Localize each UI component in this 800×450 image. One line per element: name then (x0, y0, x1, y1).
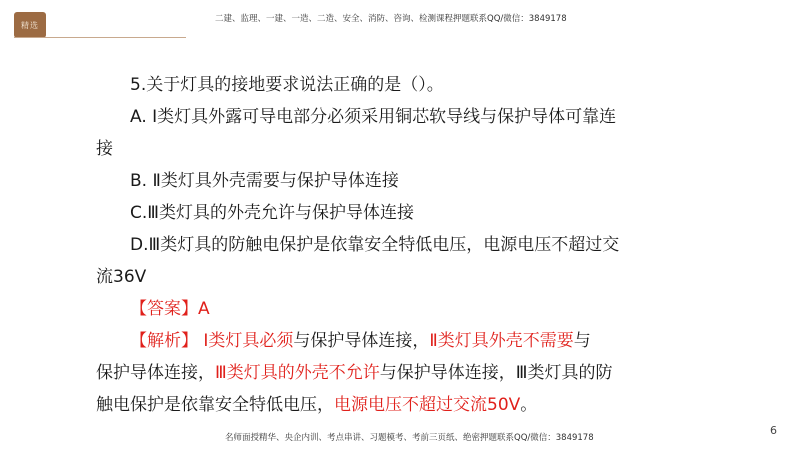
analysis-seg8: 触电保护是依靠安全特低电压， (96, 395, 334, 415)
option-a-line2: 接 (96, 139, 113, 159)
brand-logo (14, 12, 46, 38)
option-b: B. Ⅱ类灯具外壳需要与保护导体连接 (130, 171, 399, 191)
question-content (96, 69, 656, 421)
analysis-seg6: Ⅲ类灯具的外壳不允许 (215, 363, 380, 383)
header-contact-text: 二建、监理、一建、一造、二造、安全、消防、咨询、检测课程押题联系QQ/微信：3849178 (215, 14, 567, 24)
option-a-line1: A. Ⅰ类灯具外露可导电部分必须采用铜芯软导线与保护导体可靠连 (130, 107, 617, 127)
analysis-seg1: Ⅰ类灯具必须 (198, 331, 294, 351)
analysis-seg5: 保护导体连接， (96, 363, 215, 383)
question-stem: 5.关于灯具的接地要求说法正确的是（）。 (130, 75, 444, 95)
answer-label: 【答案】 (130, 299, 198, 319)
analysis-seg3: Ⅱ类灯具外壳不需要 (429, 331, 574, 351)
page-number: 6 (770, 424, 777, 437)
analysis-line2 (96, 357, 656, 389)
analysis-seg9: 电源电压不超过交流50V (334, 395, 521, 415)
answer-line (96, 293, 656, 325)
analysis-line1 (96, 325, 656, 357)
option-d-line1: D.Ⅲ类灯具的防触电保护是依靠安全特低电压，电源电压不超过交 (130, 235, 620, 255)
footer-contact-text: 名师面授精华、央企内训、考点串讲、习题模考、考前三页纸、绝密押题联系QQ/微信：3849178 (225, 433, 594, 443)
header-divider (14, 37, 186, 38)
option-c: C.Ⅲ类灯具的外壳允许与保护导体连接 (130, 203, 414, 223)
option-d-line2: 流36V (96, 267, 147, 287)
brand-logo-text: 精选 (21, 20, 39, 30)
analysis-line3 (96, 389, 656, 421)
analysis-seg7: 与保护导体连接，Ⅲ类灯具的防 (379, 363, 613, 383)
analysis-seg4: 与 (573, 331, 591, 351)
answer-value: A (198, 299, 210, 319)
analysis-seg10: 。 (520, 395, 538, 415)
analysis-label: 【解析】 (130, 331, 198, 351)
analysis-seg2: 与保护导体连接， (293, 331, 430, 351)
